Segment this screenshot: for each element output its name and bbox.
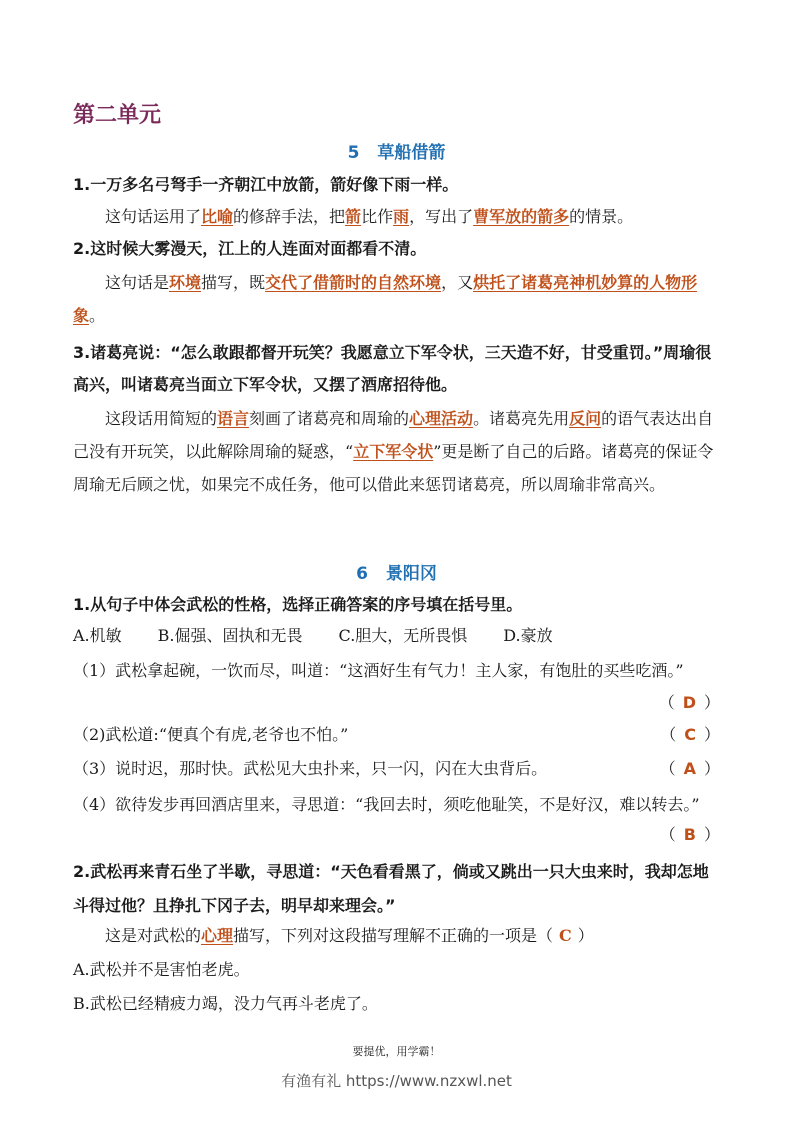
answer-highlight: 曹军放的箭多 [473,207,570,226]
answer-text: 的语气表达出自己没有开玩笑，以此解除周瑜的疑惑，“ [73,409,714,461]
answer-text: ”更是断了自己的后路。诸葛亮的保证令周瑜无后顾之忧，如果完不成任务，他可以借此来惩罚诸葛亮，所以周瑜非常高兴。 [73,442,714,494]
question-3: 3.诸葛亮说：“怎么敢跟都督开玩笑？我愿意立下军令状，三天造不好，甘受重罚。”周瑜很高兴，叫诸葛亮当面立下军令状，又摆了酒席招待他。 [73,343,712,394]
footer-slogan: 要提优，用学霸！ [352,1045,441,1058]
answer-letter: A [683,759,696,778]
choice-a: A.武松并不是害怕老虎。 [73,960,250,979]
item-1: （1）武松拿起碗，一饮而尽，叫道：“这酒好生有气力！主人家，有饱肚的买些吃酒。” [73,661,684,680]
lesson-number: 6 [356,564,368,584]
option-b: B.倔强、固执和无畏 [157,626,303,645]
item-4: （4）欲待发步再回酒店里来，寻思道：“我回去时，须吃他耻笑，不是好汉，难以转去。” [73,795,700,814]
answer-highlight: 心理活动 [409,409,474,428]
answer-highlight: 环境 [169,273,202,292]
answer-highlight: 交代了借箭时的自然环境 [265,273,442,292]
item-2: （2)武松道:“便真个有虎,老爷也不怕。” [73,725,349,744]
answer-highlight: 箭 [345,207,362,226]
option-list [73,621,723,651]
answer-text: ，又 [441,273,474,292]
answer-highlight: 比喻 [201,207,234,226]
answer-text: 描写，下列对这段描写理解不正确的一项是（ [233,926,554,945]
answer-highlight: 雨 [393,207,410,226]
question-2: 2.这时候大雾漫天，江上的人连面对面都看不清。 [73,239,427,258]
answer-highlight: 语言 [217,409,250,428]
item-3: （3）说时迟，那时快。武松见大虫扑来，只一闪，闪在大虫背后。 [73,759,548,778]
item-2-answer: （ C ） [660,725,720,744]
answer-text: 。诸葛亮先用 [473,409,570,428]
item-4-answer: （ B ） [659,825,720,844]
answer-text: 这是对武松的 [105,926,202,945]
answer-highlight: 立下军令状 [353,442,434,461]
answer-highlight: 烘托了诸葛亮神机妙算的人物形象 [73,273,698,325]
unit-title: 第二单元 [73,103,162,128]
answer-letter: C [684,725,696,744]
lesson-5-heading [0,138,793,163]
answer-text: 刻画了诸葛亮和周瑜的 [249,409,410,428]
answer-text: 。 [89,306,106,325]
item-1-answer: （ D ） [658,693,720,712]
answer-text: ） [577,926,594,945]
answer-text: 比作 [361,207,394,226]
answer-highlight: 反问 [569,409,602,428]
answer-2-prompt [73,921,723,951]
item-3-answer: （ A ） [659,759,720,778]
question-2: 2.武松再来青石坐了半歇，寻思道：“天色看看黑了，倘或又跳出一只大虫来时，我却怎地斗得过他？且挣扎下冈子去，明早却来理会。” [73,862,709,915]
answer-text: 的修辞手法，把 [233,207,346,226]
answer-highlight: 心理 [201,926,234,945]
answer-1 [73,200,723,233]
footer-site: 有渔有礼 https://www.nzxwl.net [281,1072,512,1090]
lesson-6-heading [0,559,793,584]
answer-text: 这句话运用了 [105,207,202,226]
option-a: A.机敏 [73,626,122,645]
lesson-title: 景阳冈 [385,564,437,584]
answer-text: 的情景。 [569,207,634,226]
choice-b: B.武松已经精疲力竭，没力气再斗老虎了。 [73,994,378,1013]
answer-letter: D [682,693,696,712]
answer-letter: B [683,825,696,844]
answer-text: 描写，既 [201,273,266,292]
option-d: D.豪放 [503,626,553,645]
lesson-title: 草船借箭 [377,143,446,163]
question-1: 1.一万多名弓弩手一齐朝江中放箭，箭好像下雨一样。 [73,175,459,194]
option-c: C.胆大，无所畏惧 [338,626,468,645]
answer-2 [73,266,723,332]
answer-text: ，写出了 [409,207,474,226]
answer-text: 这句话是 [105,273,170,292]
question-1: 1.从句子中体会武松的性格，选择正确答案的序号填在括号里。 [73,595,523,614]
answer-letter: C [559,926,572,945]
answer-text: 这段话用简短的 [105,409,218,428]
lesson-number: 5 [347,143,360,163]
answer-3 [73,402,723,501]
